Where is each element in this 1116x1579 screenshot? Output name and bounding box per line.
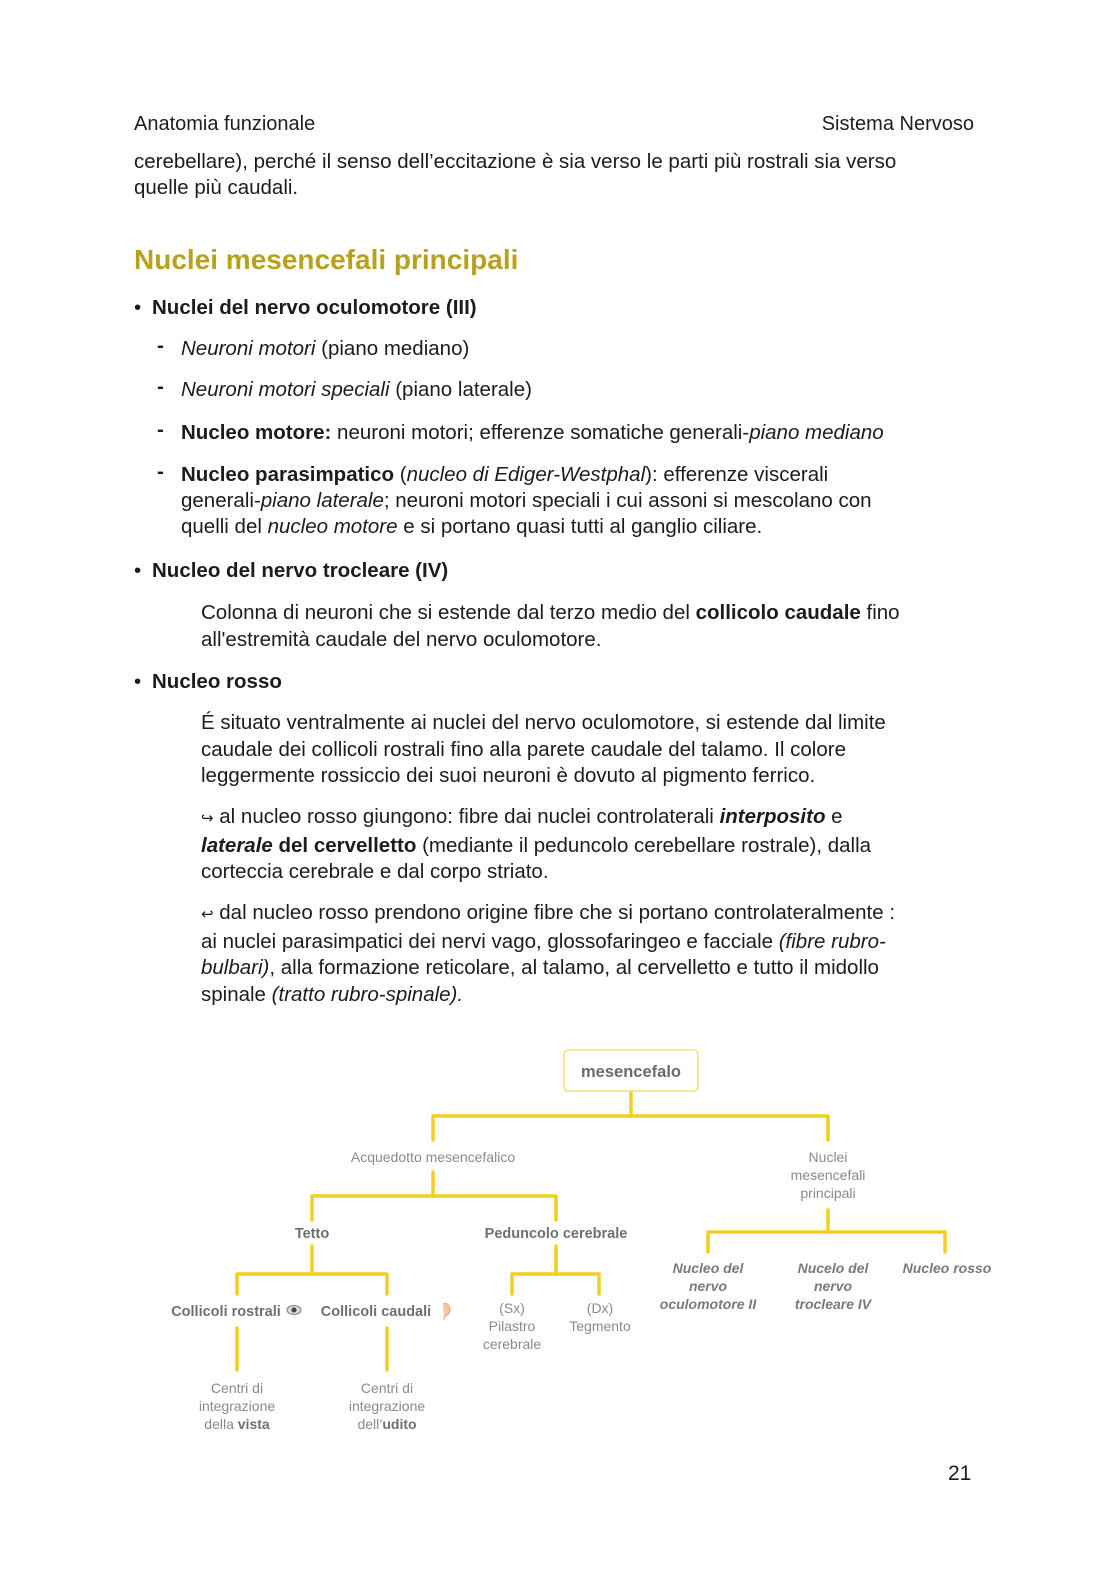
node-nuclei-l2: mesencefali [790, 1167, 866, 1183]
dash-item-text: ; neuroni motori speciali i cui assoni si mescolano con [383, 489, 872, 512]
text-span: É situato ventralmente ai nuclei del nervo oculomotore, si estende dal limite [201, 711, 886, 734]
connector [312, 1196, 556, 1220]
node-udito-l3: dell’udito [357, 1416, 417, 1432]
node-troc-l1: Nucelo del [797, 1260, 869, 1276]
dash-icon: - [157, 460, 164, 483]
dash-item-text: generali- [181, 489, 261, 512]
bullet-trocleare-title: Nucleo del nervo trocleare (IV) [152, 559, 449, 582]
text-italic: (fibre rubro- [778, 929, 886, 953]
text-bold: del cervelletto [272, 833, 417, 857]
dash-item-rest: neuroni motori; efferenze somatiche generali- [331, 421, 750, 444]
bullet-trocleare [134, 558, 448, 584]
bullet-icon: • [134, 296, 142, 319]
bullet-rosso [134, 669, 282, 695]
text-italic: bulbari) [201, 956, 270, 979]
section-title: Nuclei mesencefali principali [134, 244, 519, 275]
text-span: caudale dei collicoli rostrali fino alla parete caudale del talamo. Il colore [201, 737, 846, 761]
dash-icon: - [157, 375, 164, 398]
rosso-paragraph-2 [201, 804, 981, 886]
dash-item-bold: Nucleo motore: [181, 421, 332, 444]
dash-item-italic: nucleo motore [267, 515, 398, 538]
node-acquedotto: Acquedotto mesencefalico [350, 1149, 516, 1165]
node-peduncolo: Peduncolo cerebrale [484, 1226, 628, 1242]
node-nucleo-rosso: Nucleo rosso [902, 1260, 992, 1276]
connector [237, 1274, 387, 1294]
dash-item-text: quelli del [181, 515, 268, 538]
text-italic: (tratto rubro-spinale). [271, 982, 464, 1006]
text-span: , alla formazione reticolare, al talamo, al cervelletto e tutto il midollo [269, 956, 879, 979]
node-troc-l2: nervo [813, 1278, 853, 1294]
node-nuclei-l3: principali [800, 1185, 856, 1201]
text-span: spinale [201, 982, 272, 1006]
dash-item-text: ( [394, 463, 407, 486]
dash-item-italic: Neuroni motori speciali [181, 378, 390, 401]
node-sx-l3: cerebrale [482, 1336, 542, 1352]
text-bold-italic: interposito [719, 805, 826, 828]
node-nuclei-l1: Nuclei [808, 1149, 848, 1165]
dash-item-text: ): efferenze viscerali [645, 463, 829, 486]
eye-icon [287, 1306, 301, 1315]
bullet-oculomotore-title: Nuclei del nervo oculomotore (III) [152, 296, 477, 319]
page-number: 21 [948, 1462, 972, 1485]
return-arrow-icon: ↩ [201, 906, 214, 923]
connector [512, 1274, 599, 1294]
text-span: all'estremità caudale del nervo oculomotore. [201, 627, 602, 651]
node-dx-l2: Tegmento [569, 1318, 631, 1334]
dash-item-italic: piano mediano [749, 421, 884, 444]
dash-item-rest: (piano laterale) [389, 378, 532, 401]
node-udito-l1: Centri di [360, 1380, 414, 1396]
trocleare-paragraph [201, 600, 981, 653]
bullet-oculomotore [134, 295, 477, 321]
text-span: al nucleo rosso giungono: fibre dai nuclei controlaterali [213, 805, 720, 828]
header-right: Sistema Nervoso [821, 113, 974, 135]
node-oculo-l1: Nucleo del [672, 1260, 744, 1276]
node-coll-rostrali: Collicoli rostrali [171, 1304, 281, 1320]
text-span: leggermente rossiccio dei suoi neuroni è dovuto al pigmento ferrico. [201, 764, 816, 787]
diagram-root: mesencefalo [581, 1063, 681, 1081]
ear-icon [443, 1304, 450, 1320]
text-bold: collicolo caudale [695, 601, 861, 624]
dash-item-rest: (piano mediano) [315, 337, 470, 360]
text-span: ai nuclei parasimpatici dei nervi vago, glossofaringeo e facciale [201, 929, 779, 953]
node-oculo-l2: nervo [688, 1278, 728, 1294]
rosso-paragraph-3 [201, 900, 981, 1008]
node-oculo-l3: oculomotore II [659, 1296, 757, 1312]
text-span: e [825, 805, 843, 828]
dash-item-italic: piano laterale [260, 489, 384, 512]
text-bold-italic: laterale [201, 833, 273, 857]
text-span: (mediante il peduncolo cerebellare rostrale), dalla [416, 833, 872, 857]
connector [433, 1116, 828, 1140]
node-vista-l3: della vista [204, 1416, 270, 1432]
rosso-paragraph-1 [201, 710, 981, 790]
bullet-icon: • [134, 559, 142, 582]
dash-item-italic: nucleo di Ediger-Westphal [406, 463, 646, 486]
mesencefalo-diagram [0, 1040, 1116, 1440]
bullet-icon: • [134, 670, 142, 693]
node-sx-l1: (Sx) [499, 1300, 525, 1316]
text-span: Colonna di neuroni che si estende dal terzo medio del [201, 601, 696, 624]
node-vista-l1: Centri di [210, 1380, 264, 1396]
intro-line-1: cerebellare), perché il senso dell’eccitazione è sia verso le parti più rostrali sia verso [134, 150, 897, 173]
dash-item-text: e si portano quasi tutti al ganglio ciliare. [397, 515, 763, 538]
intro-line-2: quelle più caudali. [134, 176, 299, 199]
connector [708, 1232, 945, 1252]
node-troc-l3: trocleare IV [794, 1296, 872, 1312]
dash-icon: - [157, 334, 164, 357]
node-dx-l1: (Dx) [586, 1300, 614, 1316]
dash-icon: - [157, 418, 164, 441]
hook-arrow-icon: ↪ [201, 810, 214, 827]
dash-item-italic: Neuroni motori [181, 337, 316, 360]
bullet-rosso-title: Nucleo rosso [152, 670, 282, 693]
dash-item-bold: Nucleo parasimpatico [181, 463, 395, 486]
node-udito-l2: integrazione [348, 1398, 426, 1414]
header-left: Anatomia funzionale [134, 113, 316, 135]
node-coll-caudali: Collicoli caudali [320, 1304, 432, 1320]
text-span: fino [860, 601, 900, 624]
text-span: corteccia cerebrale e dal corpo striato. [201, 860, 549, 883]
node-sx-l2: Pilastro [488, 1318, 536, 1334]
node-tetto: Tetto [294, 1226, 330, 1242]
node-vista-l2: integrazione [198, 1398, 276, 1414]
text-span: dal nucleo rosso prendono origine fibre che si portano controlateralmente : [213, 901, 896, 924]
